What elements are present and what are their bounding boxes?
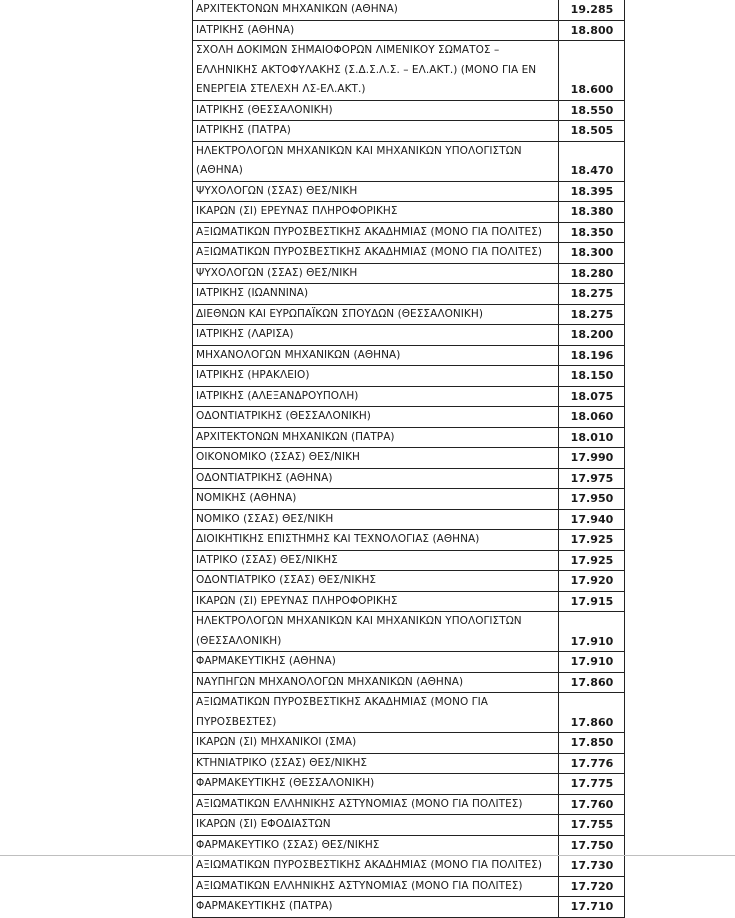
score-cell: 18.275 bbox=[559, 304, 625, 325]
table-row bbox=[193, 448, 625, 469]
department-name-cell: ΟΔΟΝΤΙΑΤΡΙΚΗΣ (ΘΕΣΣΑΛΟΝΙΚΗ) bbox=[193, 407, 559, 428]
score-cell: 17.910 bbox=[559, 612, 625, 652]
department-name-cell: ΝΟΜΙΚΟ (ΣΣΑΣ) ΘΕΣ/ΝΙΚΗ bbox=[193, 509, 559, 530]
score-cell: 18.196 bbox=[559, 345, 625, 366]
department-name-cell: ΟΔΟΝΤΙΑΤΡΙΚΟ (ΣΣΑΣ) ΘΕΣ/ΝΙΚΗΣ bbox=[193, 571, 559, 592]
score-cell: 18.060 bbox=[559, 407, 625, 428]
table-row bbox=[193, 366, 625, 387]
score-cell: 17.925 bbox=[559, 530, 625, 551]
department-name-cell: ΙΑΤΡΙΚΗΣ (ΗΡΑΚΛΕΙΟ) bbox=[193, 366, 559, 387]
table-row bbox=[193, 733, 625, 754]
score-cell: 17.950 bbox=[559, 489, 625, 510]
department-name-cell: ΑΞΙΩΜΑΤΙΚΩΝ ΠΥΡΟΣΒΕΣΤΙΚΗΣ ΑΚΑΔΗΜΙΑΣ (ΜΟΝΟ ΓΙΑ ΠΟΛΙΤΕΣ) bbox=[193, 243, 559, 264]
score-cell: 17.730 bbox=[559, 856, 625, 877]
table-row bbox=[193, 753, 625, 774]
table-row bbox=[193, 672, 625, 693]
score-cell: 17.860 bbox=[559, 693, 625, 733]
department-name-cell: ΙΑΤΡΙΚΗΣ (ΑΛΕΞΑΝΔΡΟΥΠΟΛΗ) bbox=[193, 386, 559, 407]
department-name-cell: ΑΡΧΙΤΕΚΤΟΝΩΝ ΜΗΧΑΝΙΚΩΝ (ΑΘΗΝΑ) bbox=[193, 0, 559, 20]
score-cell: 18.505 bbox=[559, 121, 625, 142]
department-name-cell: ΙΑΤΡΙΚΗΣ (ΙΩΑΝΝΙΝΑ) bbox=[193, 284, 559, 305]
score-cell: 18.800 bbox=[559, 20, 625, 41]
table-row bbox=[193, 427, 625, 448]
department-name-cell: ΙΑΤΡΙΚΟ (ΣΣΑΣ) ΘΕΣ/ΝΙΚΗΣ bbox=[193, 550, 559, 571]
table-row bbox=[193, 794, 625, 815]
table-row bbox=[193, 815, 625, 836]
table-row bbox=[193, 407, 625, 428]
table-row bbox=[193, 202, 625, 223]
score-cell: 17.760 bbox=[559, 794, 625, 815]
table-row bbox=[193, 41, 625, 101]
score-cell: 18.275 bbox=[559, 284, 625, 305]
score-cell: 18.395 bbox=[559, 181, 625, 202]
score-cell: 17.776 bbox=[559, 753, 625, 774]
table-row bbox=[193, 652, 625, 673]
score-cell: 17.925 bbox=[559, 550, 625, 571]
score-cell: 19.285 bbox=[559, 0, 625, 20]
score-cell: 17.850 bbox=[559, 733, 625, 754]
department-name-cell: ΑΞΙΩΜΑΤΙΚΩΝ ΕΛΛΗΝΙΚΗΣ ΑΣΤΥΝΟΜΙΑΣ (ΜΟΝΟ ΓΙΑ ΠΟΛΙΤΕΣ) bbox=[193, 876, 559, 897]
department-name-cell: ΨΥΧΟΛΟΓΩΝ (ΣΣΑΣ) ΘΕΣ/ΝΙΚΗ bbox=[193, 263, 559, 284]
table-row bbox=[193, 141, 625, 181]
table-row bbox=[193, 263, 625, 284]
table-row bbox=[193, 612, 625, 652]
department-name-cell: ΟΙΚΟΝΟΜΙΚΟ (ΣΣΑΣ) ΘΕΣ/ΝΙΚΗ bbox=[193, 448, 559, 469]
score-cell: 18.280 bbox=[559, 263, 625, 284]
table-row bbox=[193, 304, 625, 325]
department-name-cell: ΦΑΡΜΑΚΕΥΤΙΚΗΣ (ΑΘΗΝΑ) bbox=[193, 652, 559, 673]
department-name-cell: ΣΧΟΛΗ ΔΟΚΙΜΩΝ ΣΗΜΑΙΟΦΟΡΩΝ ΛΙΜΕΝΙΚΟΥ ΣΩΜΑΤΟΣ – ΕΛΛΗΝΙΚΗΣ ΑΚΤΟΦΥΛΑΚΗΣ (Σ.Δ.Σ.Λ.Σ. – ΕΛ.ΑΚΤ.) (ΜΟΝΟ ΓΙΑ ΕΝ ΕΝΕΡΓΕΙΑ ΣΤΕΛΕΧΗ ΛΣ-ΕΛ.ΑΚΤ.) bbox=[193, 41, 559, 101]
table-row bbox=[193, 897, 625, 918]
table-row bbox=[193, 693, 625, 733]
department-name-cell: ΙΚΑΡΩΝ (ΣΙ) ΕΦΟΔΙΑΣΤΩΝ bbox=[193, 815, 559, 836]
department-name-cell: ΗΛΕΚΤΡΟΛΟΓΩΝ ΜΗΧΑΝΙΚΩΝ ΚΑΙ ΜΗΧΑΝΙΚΩΝ ΥΠΟΛΟΓΙΣΤΩΝ (ΑΘΗΝΑ) bbox=[193, 141, 559, 181]
score-cell: 18.470 bbox=[559, 141, 625, 181]
department-name-cell: ΑΞΙΩΜΑΤΙΚΩΝ ΠΥΡΟΣΒΕΣΤΙΚΗΣ ΑΚΑΔΗΜΙΑΣ (ΜΟΝΟ ΓΙΑ ΠΟΛΙΤΕΣ) bbox=[193, 222, 559, 243]
table-body bbox=[193, 0, 625, 917]
table-row bbox=[193, 509, 625, 530]
score-cell: 18.300 bbox=[559, 243, 625, 264]
table-row bbox=[193, 284, 625, 305]
score-cell: 18.150 bbox=[559, 366, 625, 387]
score-cell: 17.990 bbox=[559, 448, 625, 469]
table-row bbox=[193, 100, 625, 121]
score-cell: 18.380 bbox=[559, 202, 625, 223]
department-name-cell: ΙΚΑΡΩΝ (ΣΙ) ΕΡΕΥΝΑΣ ΠΛΗΡΟΦΟΡΙΚΗΣ bbox=[193, 202, 559, 223]
department-name-cell: ΨΥΧΟΛΟΓΩΝ (ΣΣΑΣ) ΘΕΣ/ΝΙΚΗ bbox=[193, 181, 559, 202]
score-cell: 17.940 bbox=[559, 509, 625, 530]
score-cell: 17.910 bbox=[559, 652, 625, 673]
score-cell: 18.075 bbox=[559, 386, 625, 407]
score-cell: 17.710 bbox=[559, 897, 625, 918]
score-cell: 17.750 bbox=[559, 835, 625, 856]
admission-scores-table bbox=[192, 0, 625, 918]
department-name-cell: ΦΑΡΜΑΚΕΥΤΙΚΟ (ΣΣΑΣ) ΘΕΣ/ΝΙΚΗΣ bbox=[193, 835, 559, 856]
score-cell: 18.600 bbox=[559, 41, 625, 101]
page-divider bbox=[0, 855, 735, 856]
department-name-cell: ΙΑΤΡΙΚΗΣ (ΠΑΤΡΑ) bbox=[193, 121, 559, 142]
scores-table-container bbox=[192, 0, 618, 918]
table-row bbox=[193, 591, 625, 612]
table-row bbox=[193, 121, 625, 142]
department-name-cell: ΙΑΤΡΙΚΗΣ (ΛΑΡΙΣΑ) bbox=[193, 325, 559, 346]
department-name-cell: ΜΗΧΑΝΟΛΟΓΩΝ ΜΗΧΑΝΙΚΩΝ (ΑΘΗΝΑ) bbox=[193, 345, 559, 366]
table-row bbox=[193, 325, 625, 346]
department-name-cell: ΔΙΕΘΝΩΝ ΚΑΙ ΕΥΡΩΠΑΪΚΩΝ ΣΠΟΥΔΩΝ (ΘΕΣΣΑΛΟΝΙΚΗ) bbox=[193, 304, 559, 325]
table-row bbox=[193, 386, 625, 407]
score-cell: 17.755 bbox=[559, 815, 625, 836]
score-cell: 17.920 bbox=[559, 571, 625, 592]
department-name-cell: ΦΑΡΜΑΚΕΥΤΙΚΗΣ (ΘΕΣΣΑΛΟΝΙΚΗ) bbox=[193, 774, 559, 795]
table-row bbox=[193, 468, 625, 489]
department-name-cell: ΙΚΑΡΩΝ (ΣΙ) ΜΗΧΑΝΙΚΟΙ (ΣΜΑ) bbox=[193, 733, 559, 754]
table-row bbox=[193, 774, 625, 795]
table-row bbox=[193, 345, 625, 366]
score-cell: 18.200 bbox=[559, 325, 625, 346]
table-row bbox=[193, 20, 625, 41]
department-name-cell: ΙΑΤΡΙΚΗΣ (ΘΕΣΣΑΛΟΝΙΚΗ) bbox=[193, 100, 559, 121]
score-cell: 18.550 bbox=[559, 100, 625, 121]
table-row bbox=[193, 222, 625, 243]
score-cell: 18.010 bbox=[559, 427, 625, 448]
department-name-cell: ΦΑΡΜΑΚΕΥΤΙΚΗΣ (ΠΑΤΡΑ) bbox=[193, 897, 559, 918]
table-row bbox=[193, 489, 625, 510]
department-name-cell: ΑΡΧΙΤΕΚΤΟΝΩΝ ΜΗΧΑΝΙΚΩΝ (ΠΑΤΡΑ) bbox=[193, 427, 559, 448]
department-name-cell: ΑΞΙΩΜΑΤΙΚΩΝ ΕΛΛΗΝΙΚΗΣ ΑΣΤΥΝΟΜΙΑΣ (ΜΟΝΟ ΓΙΑ ΠΟΛΙΤΕΣ) bbox=[193, 794, 559, 815]
department-name-cell: ΚΤΗΝΙΑΤΡΙΚΟ (ΣΣΑΣ) ΘΕΣ/ΝΙΚΗΣ bbox=[193, 753, 559, 774]
table-row bbox=[193, 550, 625, 571]
table-row bbox=[193, 571, 625, 592]
score-cell: 17.975 bbox=[559, 468, 625, 489]
score-cell: 17.775 bbox=[559, 774, 625, 795]
table-row bbox=[193, 835, 625, 856]
department-name-cell: ΑΞΙΩΜΑΤΙΚΩΝ ΠΥΡΟΣΒΕΣΤΙΚΗΣ ΑΚΑΔΗΜΙΑΣ (ΜΟΝΟ ΓΙΑ ΠΥΡΟΣΒΕΣΤΕΣ) bbox=[193, 693, 559, 733]
table-row bbox=[193, 0, 625, 20]
department-name-cell: ΝΟΜΙΚΗΣ (ΑΘΗΝΑ) bbox=[193, 489, 559, 510]
score-cell: 18.350 bbox=[559, 222, 625, 243]
score-cell: 17.860 bbox=[559, 672, 625, 693]
table-row bbox=[193, 876, 625, 897]
department-name-cell: ΗΛΕΚΤΡΟΛΟΓΩΝ ΜΗΧΑΝΙΚΩΝ ΚΑΙ ΜΗΧΑΝΙΚΩΝ ΥΠΟΛΟΓΙΣΤΩΝ (ΘΕΣΣΑΛΟΝΙΚΗ) bbox=[193, 612, 559, 652]
department-name-cell: ΙΑΤΡΙΚΗΣ (ΑΘΗΝΑ) bbox=[193, 20, 559, 41]
department-name-cell: ΙΚΑΡΩΝ (ΣΙ) ΕΡΕΥΝΑΣ ΠΛΗΡΟΦΟΡΙΚΗΣ bbox=[193, 591, 559, 612]
score-cell: 17.915 bbox=[559, 591, 625, 612]
department-name-cell: ΔΙΟΙΚΗΤΙΚΗΣ ΕΠΙΣΤΗΜΗΣ ΚΑΙ ΤΕΧΝΟΛΟΓΙΑΣ (ΑΘΗΝΑ) bbox=[193, 530, 559, 551]
department-name-cell: ΑΞΙΩΜΑΤΙΚΩΝ ΠΥΡΟΣΒΕΣΤΙΚΗΣ ΑΚΑΔΗΜΙΑΣ (ΜΟΝΟ ΓΙΑ ΠΟΛΙΤΕΣ) bbox=[193, 856, 559, 877]
table-row bbox=[193, 530, 625, 551]
table-row bbox=[193, 181, 625, 202]
department-name-cell: ΟΔΟΝΤΙΑΤΡΙΚΗΣ (ΑΘΗΝΑ) bbox=[193, 468, 559, 489]
score-cell: 17.720 bbox=[559, 876, 625, 897]
department-name-cell: ΝΑΥΠΗΓΩΝ ΜΗΧΑΝΟΛΟΓΩΝ ΜΗΧΑΝΙΚΩΝ (ΑΘΗΝΑ) bbox=[193, 672, 559, 693]
table-row bbox=[193, 856, 625, 877]
table-row bbox=[193, 243, 625, 264]
